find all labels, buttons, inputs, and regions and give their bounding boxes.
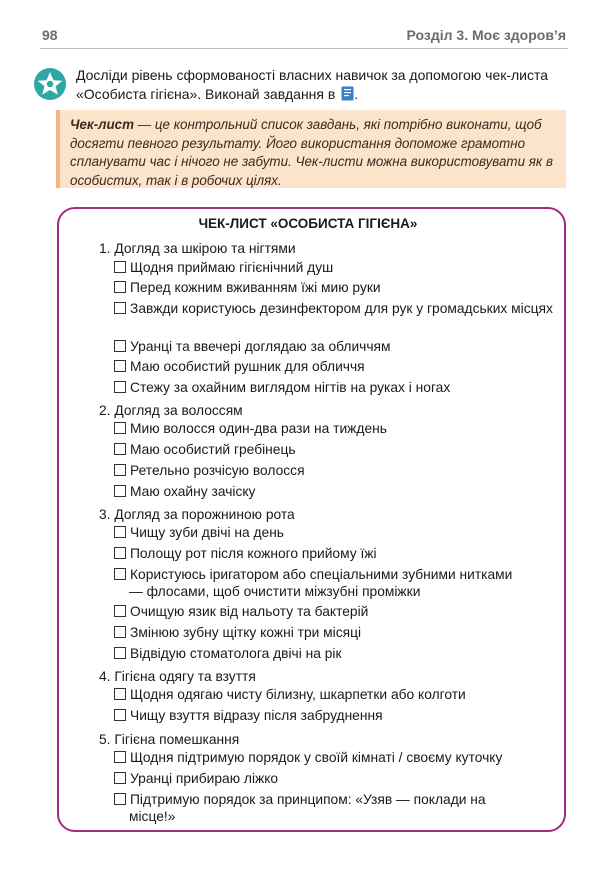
task-end: .	[354, 86, 359, 102]
task-instruction	[76, 66, 576, 104]
checkbox[interactable]	[114, 688, 126, 700]
item-label: Перед кожним вживанням їжі мию руки	[130, 280, 381, 295]
workbook-icon	[341, 86, 354, 101]
task-line-1: Досліди рівень сформованості власних навичок за допомогою чек-листа	[76, 67, 549, 83]
checklist-item[interactable]	[114, 279, 381, 296]
item-label: Щодня приймаю гігієнічний душ	[130, 260, 334, 275]
checklist-item[interactable]	[114, 420, 387, 437]
header-divider	[40, 48, 568, 49]
checklist-title: ЧЕК-ЛИСТ «ОСОБИСТА ГІГІЄНА»	[198, 216, 418, 231]
checklist-item[interactable]	[114, 300, 559, 317]
page-number: 98	[42, 27, 58, 43]
item-label: Маю особистий гребінець	[130, 442, 296, 457]
checkbox[interactable]	[114, 281, 126, 293]
checklist-item[interactable]	[114, 686, 466, 703]
checkbox[interactable]	[114, 772, 126, 784]
checkbox[interactable]	[114, 360, 126, 372]
checklist-item[interactable]	[114, 545, 377, 562]
item-label: Очищую язик від нальоту та бактерій	[130, 604, 369, 619]
checkbox[interactable]	[114, 485, 126, 497]
checkbox[interactable]	[114, 526, 126, 538]
checklist-item[interactable]	[114, 603, 368, 620]
checklist-item[interactable]	[114, 624, 361, 641]
item-label: Завжди користуюсь дезинфектором для рук у громадських місцях	[130, 301, 553, 316]
checkbox[interactable]	[114, 793, 126, 805]
star-icon	[33, 67, 67, 101]
section-title: 5. Гігієна помешкання	[99, 732, 240, 747]
checklist-item[interactable]	[114, 770, 278, 787]
item-label: Щодня підтримую порядок у своїй кімнаті / своєму куточку	[130, 750, 503, 765]
checklist-item[interactable]	[114, 379, 450, 396]
definition-term: Чек-лист	[70, 117, 135, 132]
section-title: 1. Догляд за шкірою та нігтями	[99, 241, 296, 256]
section-title: 3. Догляд за порожниною рота	[99, 507, 295, 522]
running-head: Розділ 3. Моє здоров’я	[406, 27, 566, 43]
checkbox[interactable]	[114, 568, 126, 580]
checklist-item[interactable]	[114, 749, 502, 766]
item-label: Відвідую стоматолога двічі на рік	[130, 646, 342, 661]
item-label: Полощу рот після кожного прийому їжі	[130, 546, 377, 561]
definition-box	[56, 110, 566, 188]
checkbox[interactable]	[114, 751, 126, 763]
checklist-item[interactable]	[114, 645, 342, 662]
checkbox[interactable]	[114, 302, 126, 314]
checklist-item[interactable]	[114, 259, 333, 276]
checkbox[interactable]	[114, 422, 126, 434]
definition-text: — це контрольний список завдань, які потрібно виконати, щоб досягти певного результату. Його використання допоможе грамотно спланувати час і нічого не забути. Чек-листи можна використовувати як в особистих, так і в робочих цілях.	[70, 117, 553, 188]
item-label: Маю охайну зачіску	[130, 484, 256, 499]
task-line-2: «Особиста гігієна». Виконай завдання в	[76, 86, 336, 102]
checkbox[interactable]	[114, 464, 126, 476]
checkbox[interactable]	[114, 340, 126, 352]
checkbox[interactable]	[114, 443, 126, 455]
checkbox[interactable]	[114, 261, 126, 273]
item-label: Стежу за охайним виглядом нігтів на руках і ногах	[130, 380, 451, 395]
item-label: Користуюсь іригатором або спеціальними зубними нитками — флосами, щоб очистити міжзубні проміжки	[129, 567, 513, 599]
checkbox[interactable]	[114, 547, 126, 559]
checkbox[interactable]	[114, 605, 126, 617]
checkbox[interactable]	[114, 709, 126, 721]
checklist-item[interactable]	[114, 338, 391, 355]
item-label: Уранці та ввечері доглядаю за обличчям	[130, 339, 391, 354]
section-title: 2. Догляд за волоссям	[99, 403, 243, 418]
checkbox[interactable]	[114, 647, 126, 659]
item-label: Чищу зуби двічі на день	[130, 525, 284, 540]
checklist-item[interactable]	[114, 524, 284, 541]
item-label: Уранці прибираю ліжко	[130, 771, 279, 786]
section-title: 4. Гігієна одягу та взуття	[99, 669, 256, 684]
item-label: Чищу взуття відразу після забруднення	[130, 708, 383, 723]
checklist-item[interactable]	[114, 483, 255, 500]
checkbox[interactable]	[114, 626, 126, 638]
checklist-item[interactable]	[114, 791, 509, 825]
checklist-item[interactable]	[114, 462, 305, 479]
checklist-item[interactable]	[114, 566, 529, 600]
item-label: Змінюю зубну щітку кожні три місяці	[130, 625, 362, 640]
item-label: Маю особистий рушник для обличчя	[130, 359, 365, 374]
checkbox[interactable]	[114, 381, 126, 393]
checklist-item[interactable]	[114, 707, 383, 724]
item-label: Ретельно розчісую волосся	[130, 463, 305, 478]
checklist-item[interactable]	[114, 441, 296, 458]
checklist-item[interactable]	[114, 358, 365, 375]
item-label: Підтримую порядок за принципом: «Узяв — поклади на місце!»	[129, 792, 486, 824]
item-label: Щодня одягаю чисту білизну, шкарпетки або колготи	[130, 687, 466, 702]
item-label: Мию волосся один-два рази на тиждень	[130, 421, 387, 436]
